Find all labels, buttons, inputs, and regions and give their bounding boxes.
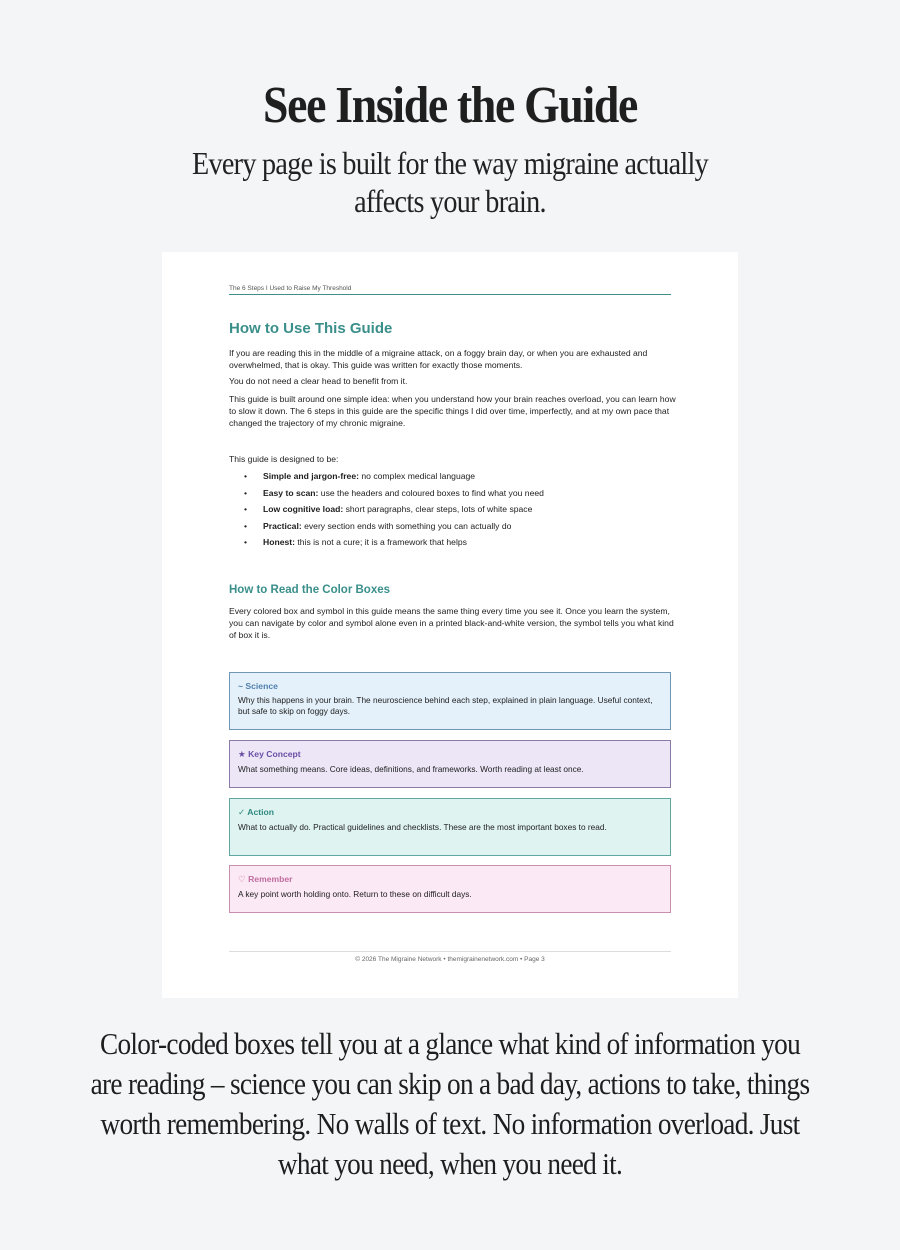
science-box-title: ~ Science bbox=[238, 681, 278, 691]
science-box-text: Why this happens in your brain. The neuroscience behind each step, explained in plain language. Useful context, but safe to skip on foggy days. bbox=[238, 695, 653, 716]
hero-title: See Inside the Guide bbox=[262, 77, 638, 134]
bullet-label: Simple and jargon-free: bbox=[263, 471, 359, 481]
bullet-text: no complex medical language bbox=[358, 471, 476, 481]
key-concept-box-title: ★ Key Concept bbox=[238, 749, 301, 759]
guide-page-preview bbox=[162, 252, 738, 998]
paragraph: This guide is designed to be: bbox=[229, 454, 339, 464]
paragraph: You do not need a clear head to benefit from it. bbox=[229, 376, 408, 386]
bullet-text: use the headers and coloured boxes to find what you need bbox=[318, 487, 544, 498]
paragraph: This guide is built around one simple idea: when you understand how your brain reaches overload, you can learn how to slow it down. The 6 steps in this guide are the specific things I did over time, imperfectly, and at my own pace that changed the trajectory of my chronic migraine. bbox=[229, 394, 676, 428]
caption-text: Color-coded boxes tell you at a glance what kind of information you are reading – science you can skip on a bad day, actions to take, things worth remembering. No walls of text. No information overload. Just what you need, when you need it. bbox=[90, 1026, 810, 1181]
key-concept-box bbox=[229, 740, 671, 788]
list-item bbox=[244, 521, 674, 532]
bullet-label: Low cognitive load: bbox=[263, 504, 344, 514]
bullet-icon: • bbox=[244, 537, 248, 547]
key-concept-box-text: What something means. Core ideas, definitions, and frameworks. Worth reading at least once. bbox=[238, 764, 584, 774]
list-item bbox=[244, 488, 674, 499]
remember-box bbox=[229, 865, 671, 913]
action-box-title: ✓ Action bbox=[238, 807, 275, 817]
action-box bbox=[229, 798, 671, 856]
bullet-label: Honest: bbox=[263, 537, 295, 547]
action-box-text: What to actually do. Practical guidelines and checklists. These are the most important boxes to read. bbox=[238, 822, 607, 832]
bullet-icon: • bbox=[244, 487, 248, 498]
design-principles-list bbox=[244, 471, 674, 554]
running-header: The 6 Steps I Used to Raise My Threshold bbox=[229, 285, 671, 295]
page-footer: © 2026 The Migraine Network • themigrainenetwork.com • Page 3 bbox=[355, 956, 545, 963]
section-subheading: How to Read the Color Boxes bbox=[229, 584, 391, 596]
bullet-icon: • bbox=[244, 520, 248, 531]
footer-divider bbox=[229, 951, 671, 952]
remember-box-title: ♡ Remember bbox=[238, 874, 293, 884]
bullet-icon: • bbox=[244, 504, 248, 514]
remember-box-text: A key point worth holding onto. Return to these on difficult days. bbox=[238, 889, 472, 899]
paragraph: If you are reading this in the middle of a migraine attack, on a foggy brain day, or when you are exhausted and overwhelmed, that is okay. This guide was written for exactly those moments. bbox=[229, 348, 648, 370]
science-box bbox=[229, 672, 671, 730]
page-heading: How to Use This Guide bbox=[229, 320, 393, 337]
list-item bbox=[244, 471, 674, 482]
hero-subtitle: Every page is built for the way migraine actually affects your brain. bbox=[191, 145, 709, 219]
list-item bbox=[244, 537, 674, 548]
bullet-text: every section ends with something you can actually do bbox=[301, 520, 512, 531]
bullet-text: this is not a cure; it is a framework that helps bbox=[295, 537, 467, 547]
bullet-label: Practical: bbox=[263, 520, 302, 531]
bullet-label: Easy to scan: bbox=[263, 487, 319, 498]
paragraph: Every colored box and symbol in this guide means the same thing every time you see it. Once you learn the system, you can navigate by color and symbol alone even in a printed black-and-white version, the symbol tells you what kind of box it is. bbox=[229, 606, 674, 640]
bullet-icon: • bbox=[244, 471, 248, 481]
list-item bbox=[244, 504, 674, 515]
bullet-text: short paragraphs, clear steps, lots of white space bbox=[343, 504, 533, 514]
